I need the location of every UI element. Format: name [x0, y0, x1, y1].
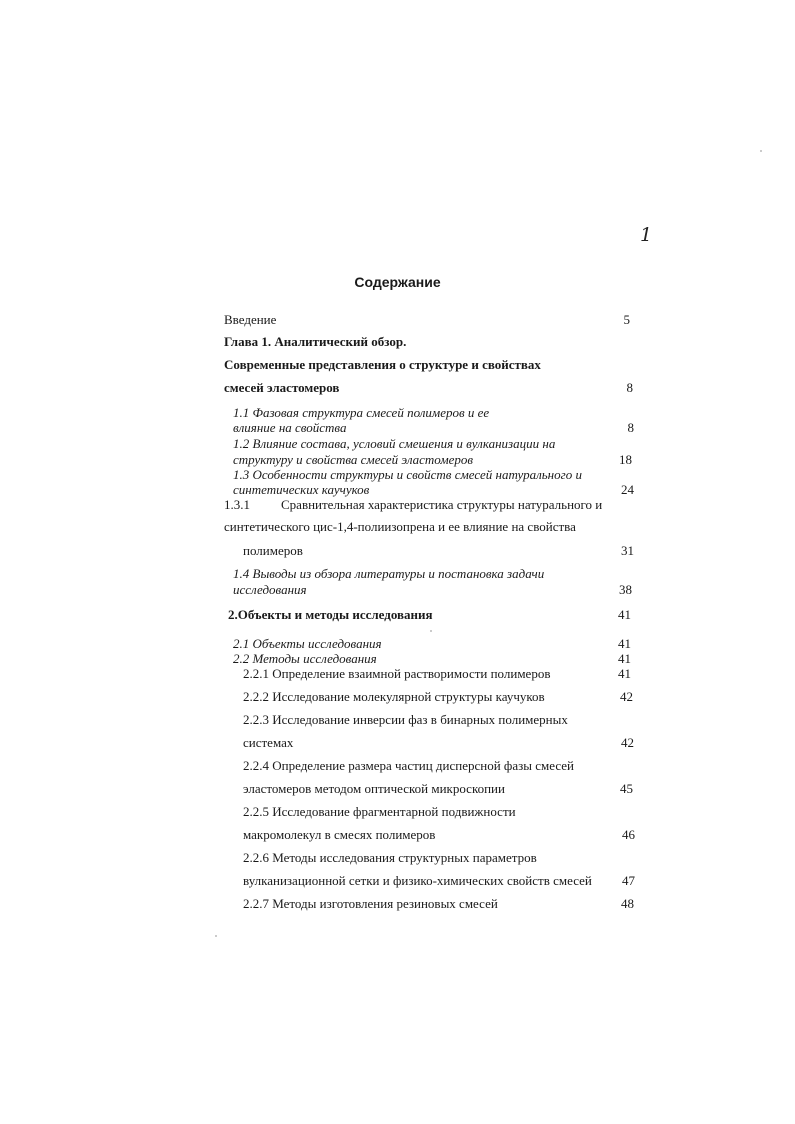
toc-entry-intro-label: Введение [224, 312, 277, 327]
handwritten-page-number: 1 [640, 224, 653, 246]
toc-chapter1-page: 8 [626, 380, 633, 395]
toc-section-1-2-page: 18 [619, 452, 632, 467]
scan-speck [215, 935, 217, 937]
toc-section-2-2-3-line2: системах [243, 735, 294, 750]
toc-section-1-3-1-line3: полимеров [243, 543, 303, 558]
toc-section-2-2-2-label: 2.2.2 Исследование молекулярной структуры каучуков [243, 689, 545, 704]
toc-section-2-2-5-page: 46 [622, 827, 635, 842]
toc-section-2-2-4-line1: 2.2.4 Определение размера частиц дисперсной фазы смесей [243, 758, 574, 773]
toc-chapter1-line3: смесей эластомеров [224, 380, 340, 395]
toc-section-1-4-line2: исследования [233, 582, 307, 597]
toc-section-1-3-1-page: 31 [621, 543, 634, 558]
toc-section-2-2-1-page: 41 [618, 666, 631, 681]
toc-section-2-2-6-line2: вулканизационной сетки и физико-химических свойств смесей [243, 873, 592, 888]
toc-section-2-2-7-page: 48 [621, 896, 634, 911]
toc-section-2-2-label: 2.2 Методы исследования [233, 651, 377, 666]
scan-speck [760, 150, 762, 152]
toc-chapter2-label: 2.Объекты и методы исследования [228, 607, 433, 622]
toc-section-1-4-page: 38 [619, 582, 632, 597]
toc-section-1-3-line2: синтетических каучуков [233, 482, 370, 497]
toc-section-2-2-5-line1: 2.2.5 Исследование фрагментарной подвижности [243, 804, 516, 819]
toc-entry-intro-page: 5 [623, 312, 630, 327]
scan-speck [430, 630, 432, 632]
toc-section-2-2-3-page: 42 [621, 735, 634, 750]
toc-section-2-2-3-line1: 2.2.3 Исследование инверсии фаз в бинарных полимерных [243, 712, 568, 727]
toc-section-1-1-line1: 1.1 Фазовая структура смесей полимеров и ее [233, 405, 490, 420]
toc-section-1-1-page: 8 [627, 420, 634, 435]
toc-section-2-1-label: 2.1 Объекты исследования [233, 636, 382, 651]
toc-section-2-2-4-line2: эластомеров методом оптической микроскопии [243, 781, 505, 796]
toc-section-2-2-2-page: 42 [620, 689, 633, 704]
toc-section-1-3-1-line2: синтетического цис-1,4-полиизопрена и ее влияние на свойства [224, 519, 576, 534]
toc-section-1-2-line1: 1.2 Влияние состава, условий смешения и вулканизации на [233, 436, 556, 451]
toc-section-2-1-page: 41 [618, 636, 631, 651]
toc-section-2-2-6-line1: 2.2.6 Методы исследования структурных параметров [243, 850, 537, 865]
toc-section-2-2-5-line2: макромолекул в смесях полимеров [243, 827, 436, 842]
toc-section-2-2-6-page: 47 [622, 873, 635, 888]
toc-chapter1-line2: Современные представления о структуре и свойствах [224, 357, 541, 372]
toc-section-1-3-page: 24 [621, 482, 634, 497]
toc-section-2-2-7-label: 2.2.7 Методы изготовления резиновых смесей [243, 896, 498, 911]
toc-section-2-2-page: 41 [618, 651, 631, 666]
toc-chapter1-line1: Глава 1. Аналитический обзор. [224, 334, 407, 349]
toc-section-1-3-line1: 1.3 Особенности структуры и свойств смесей натурального и [233, 467, 582, 482]
toc-section-1-3-1-line1: Сравнительная характеристика структуры натурального и [281, 497, 603, 512]
toc-title: Содержание [354, 274, 441, 290]
toc-section-1-4-line1: 1.4 Выводы из обзора литературы и постановка задачи [233, 566, 545, 581]
toc-chapter2-page: 41 [618, 607, 631, 622]
toc-section-2-2-1-label: 2.2.1 Определение взаимной растворимости полимеров [243, 666, 551, 681]
toc-section-1-1-line2: влияние на свойства [233, 420, 347, 435]
toc-section-1-2-line2: структуру и свойства смесей эластомеров [233, 452, 474, 467]
toc-section-2-2-4-page: 45 [620, 781, 633, 796]
toc-section-1-3-1-number: 1.3.1 [224, 497, 250, 512]
